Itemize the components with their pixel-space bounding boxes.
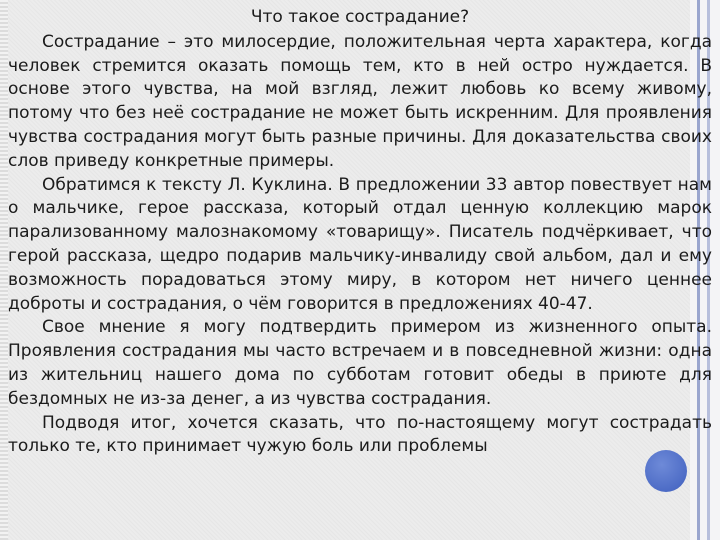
paragraph-2: Обратимся к тексту Л. Куклина. В предложении 33 автор повествует нам о мальчике, герое рассказа, который отдал ценную коллекцию марок парализованному малознакомому «товарищу». Писатель подчёркивает, что герой рассказа, щедро подарив мальчику-инвалиду свой альбом, дал и ему возможность порадоваться этому миру, в котором нет ничего ценнее доброты и сострадания, о чём говорится в предложениях 40-47. bbox=[8, 174, 712, 314]
accent-circle bbox=[645, 450, 687, 492]
left-stripe-decoration bbox=[0, 0, 8, 540]
paragraph-3: Свое мнение я могу подтвердить примером из жизненного опыта. Проявления сострадания мы часто встречаем и в повседневной жизни: одна из жительниц нашего дома по субботам готовит обеды в приюте для бездомных не из-за денег, а из чувства сострадания. bbox=[8, 317, 712, 409]
essay-title: Что такое сострадание? bbox=[250, 7, 470, 27]
paragraph-4: Подводя итог, хочется сказать, что по-настоящему могут сострадать только те, кто принимает чужую боль или проблемы bbox=[8, 412, 712, 457]
essay-text bbox=[8, 6, 712, 459]
paragraph-1: Сострадание – это милосердие, положительная черта характера, когда человек стремится оказать помощь тем, кто в ней остро нуждается. В основе этого чувства, на мой взгляд, лежит любовь ко всему живому, потому что без неё сострадание не может быть искренним. Для проявления чувства сострадания могут быть разные причины. Для доказательства своих слов приведу конкретные примеры. bbox=[8, 31, 712, 171]
